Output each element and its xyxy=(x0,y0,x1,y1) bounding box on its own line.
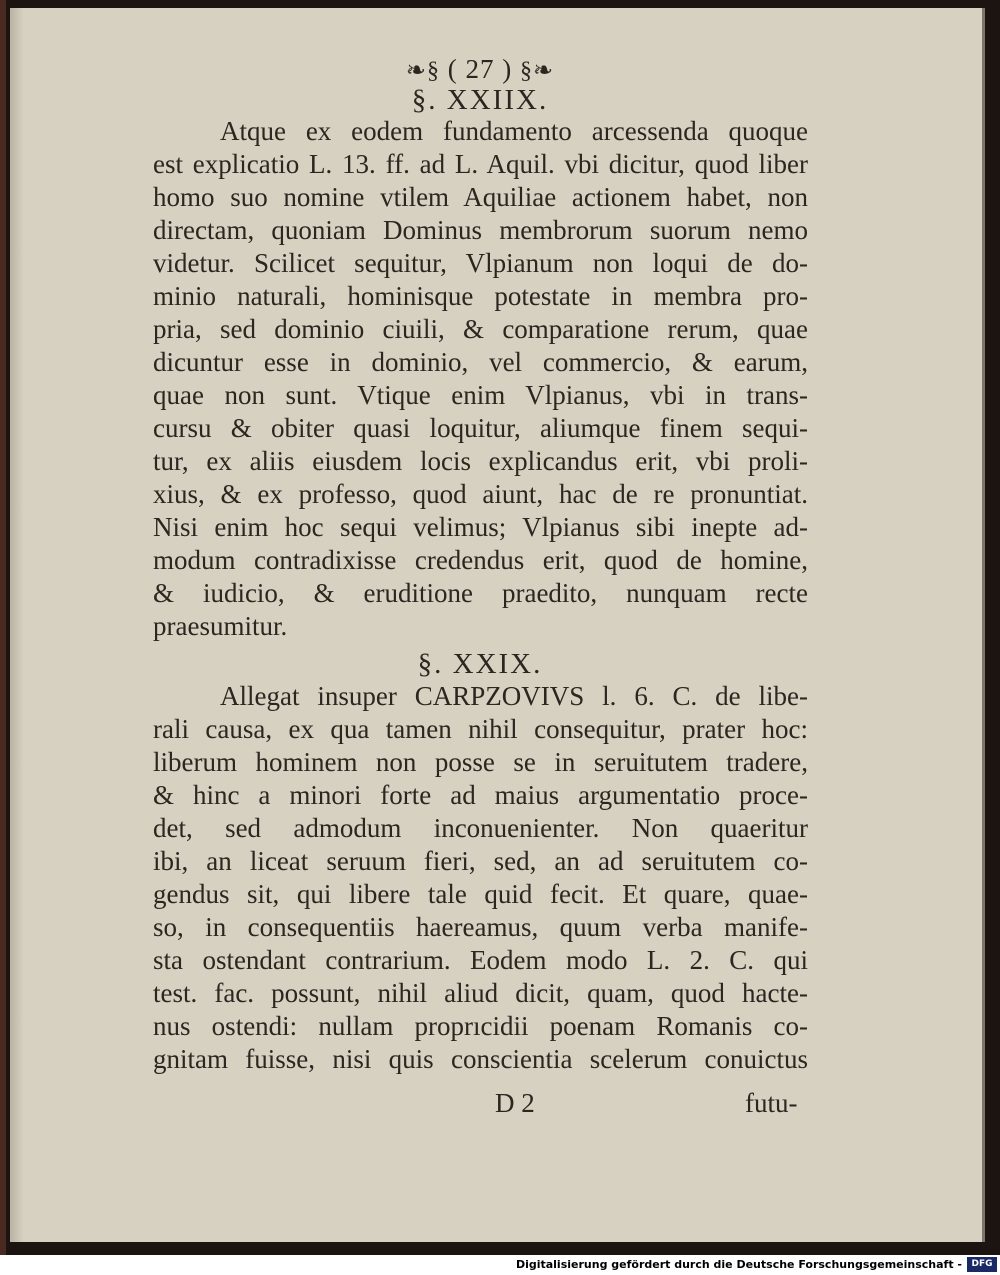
footer-credit-text: Digitalisierung gefördert durch die Deutsche Forschungsgemeinschaft - xyxy=(515,1258,962,1271)
text-line: & iudicio, & eruditione praedito, nunquam recte xyxy=(153,578,808,608)
text-line: so, in consequentiis haereamus, quum verba manife- xyxy=(153,912,808,942)
text-line: xius, & ex professo, quod aiunt, hac de re pronuntiat. xyxy=(153,479,808,509)
page-gutter-shadow xyxy=(10,8,24,1242)
text-line: modum contradixisse credendus erit, quod de homine, xyxy=(153,545,808,575)
digitization-footer xyxy=(0,1255,1000,1275)
text-line: minio naturali, hominisque potestate in membra pro- xyxy=(153,281,808,311)
signature-mark: D 2 xyxy=(495,1088,535,1118)
book-spine xyxy=(0,0,6,1255)
text-line: gendus sit, qui libere tale quid fecit. Et quare, quae- xyxy=(153,879,808,909)
section-heading-xxiix: §. XXIIX. xyxy=(411,84,549,116)
header-ornament-left: ❧§ xyxy=(405,58,440,84)
text-line: ibi, an liceat seruum fieri, sed, an ad seruitutem co- xyxy=(153,846,808,876)
text-line: tur, ex aliis eiusdem locis explicandus erit, vbi proli- xyxy=(153,446,808,476)
text-line: est explicatio L. 13. ff. ad L. Aquil. vbi dicitur, quod liber xyxy=(153,149,808,179)
text-line: nus ostendi: nullam proprıcidii poenam Romanis co- xyxy=(153,1011,808,1041)
text-line: praesumitur. xyxy=(153,611,288,641)
text-line: quae non sunt. Vtique enim Vlpianus, vbi in trans- xyxy=(153,380,808,410)
text-line: Nisi enim hoc sequi velimus; Vlpianus sibi inepte ad- xyxy=(153,512,808,542)
text-line: videtur. Scilicet sequitur, Vlpianum non loqui de do- xyxy=(153,248,808,278)
text-line: homo suo nomine vtilem Aquiliae actionem habet, non xyxy=(153,182,808,212)
text-line: dicuntur esse in dominio, vel commercio, & earum, xyxy=(153,347,808,377)
text-line: directam, quoniam Dominus membrorum suorum nemo xyxy=(153,215,808,245)
page-header xyxy=(10,54,950,85)
page-number: ( 27 ) xyxy=(447,54,513,84)
section-heading-xxix: §. XXIX. xyxy=(417,648,543,680)
text-line: pria, sed dominio ciuili, & comparatione rerum, quae xyxy=(153,314,808,344)
text-line: & hinc a minori forte ad maius argumentatio proce- xyxy=(153,780,808,810)
header-ornament-right: §❧ xyxy=(519,58,555,84)
text-line: det, sed admodum inconuenienter. Non quaeritur xyxy=(153,813,808,843)
text-line: liberum hominem non posse se in seruitutem tradere, xyxy=(153,747,808,777)
text-line: Allegat insuper CARPZOVIVS l. 6. C. de libe- xyxy=(220,681,808,711)
text-line: sta ostendant contrarium. Eodem modo L. 2. C. qui xyxy=(153,945,808,975)
text-line: cursu & obiter quasi loquitur, aliumque finem sequi- xyxy=(153,413,808,443)
dfg-logo: DFG xyxy=(967,1257,997,1272)
text-line: test. fac. possunt, nihil aliud dicit, quam, quod hacte- xyxy=(153,978,808,1008)
text-line: rali causa, ex qua tamen nihil consequitur, prater hoc: xyxy=(153,714,808,744)
text-line: Atque ex eodem fundamento arcessenda quoque xyxy=(220,116,808,146)
catchword: futu- xyxy=(745,1088,798,1118)
book-page xyxy=(10,8,985,1242)
text-line: gnitam fuisse, nisi quis conscientia scelerum conuictus xyxy=(153,1044,808,1074)
